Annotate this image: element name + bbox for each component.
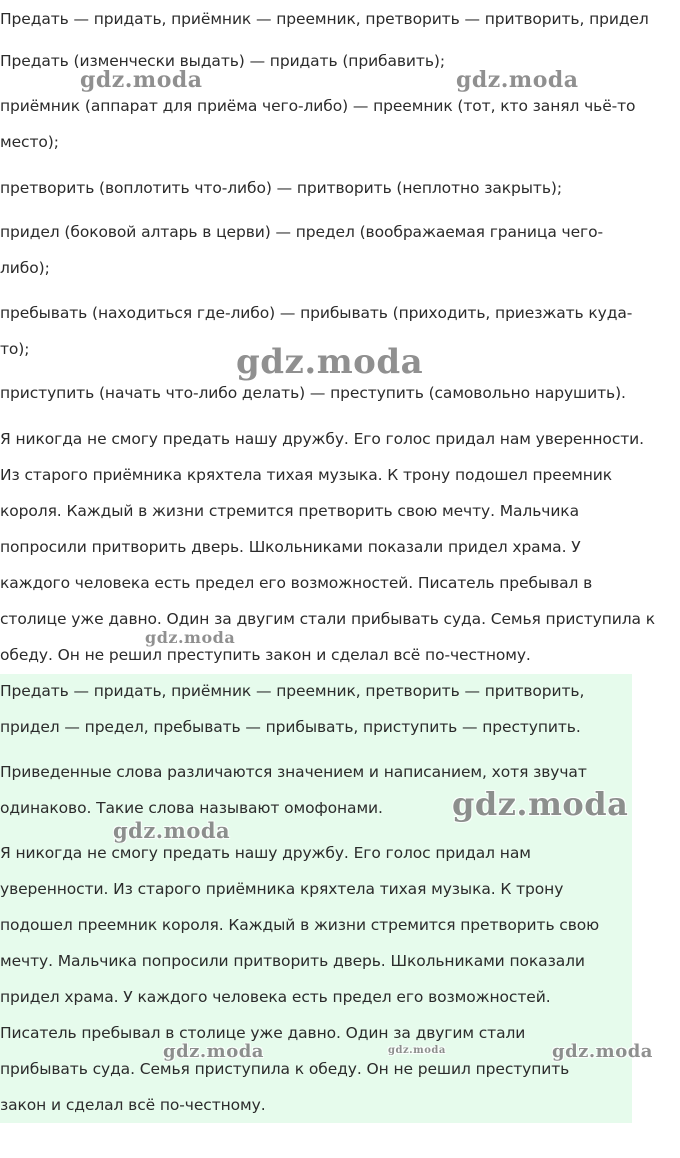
watermark: gdz.moda (452, 785, 629, 823)
text-line: каждого человека есть предел его возможностей. Писатель пребывал в (0, 574, 593, 592)
text-line: придел — предел, пребывать — прибывать, приступить — преступить. (0, 718, 581, 736)
text-line: Из старого приёмника кряхтела тихая музыка. К трону подошел преемник (0, 466, 613, 484)
text-line: мечту. Мальчика попросили притворить дверь. Школьниками показали (0, 952, 585, 970)
text-line: пребывать (находиться где-либо) — прибывать (приходить, приезжать куда- (0, 304, 633, 322)
text-line: либо); (0, 259, 50, 277)
text-line: одинаково. Такие слова называют омофонами. (0, 799, 383, 817)
text-line: Предать — придать, приёмник — преемник, претворить — притворить, (0, 682, 585, 700)
watermark: gdz.moda (236, 342, 424, 382)
text-line: место); (0, 133, 59, 151)
watermark: gdz.moda (388, 1045, 446, 1056)
text-line: попросили притворить дверь. Школьниками показали придел храма. У (0, 538, 581, 556)
text-line: приёмник (аппарат для приёма чего-либо) — преемник (тот, кто занял чьё-то (0, 97, 636, 115)
text-line: придел храма. У каждого человека есть предел его возможностей. (0, 988, 551, 1006)
text-line: приступить (начать что-либо делать) — преступить (самовольно нарушить). (0, 384, 626, 402)
text-line: короля. Каждый в жизни стремится претворить свою мечту. Мальчика (0, 502, 579, 520)
watermark: gdz.moda (80, 67, 203, 93)
text-line: придел (боковой алтарь в церви) — предел (воображаемая граница чего- (0, 223, 603, 241)
text-line: уверенности. Из старого приёмника кряхтела тихая музыка. К трону (0, 880, 564, 898)
text-line: закон и сделал всё по-честному. (0, 1096, 266, 1114)
text-line: обеду. Он не решил преступить закон и сделал всё по-честному. (0, 646, 531, 664)
text-line: Писатель пребывал в столице уже давно. Один за двугим стали (0, 1024, 526, 1042)
text-line: Я никогда не смогу предать нашу дружбу. Его голос придал нам (0, 844, 531, 862)
text-line: подошел преемник короля. Каждый в жизни стремится претворить свою (0, 916, 600, 934)
watermark: gdz.moda (456, 67, 579, 93)
text-line: прибывать суда. Семья приступила к обеду. Он не решил преступить (0, 1060, 570, 1078)
watermark: gdz.moda (552, 1041, 653, 1062)
watermark: gdz.moda (145, 628, 236, 647)
text-line: Предать (изменчески выдать) — придать (прибавить); (0, 52, 445, 70)
text-line: то); (0, 340, 30, 358)
text-line: столице уже давно. Один за двугим стали прибывать суда. Семья приступила к (0, 610, 656, 628)
text-line: Я никогда не смогу предать нашу дружбу. Его голос придал нам уверенности. (0, 430, 644, 448)
watermark: gdz.moda (113, 818, 231, 843)
text-line: претворить (воплотить что-либо) — притворить (неплотно закрыть); (0, 179, 562, 197)
text-line: Приведенные слова различаются значением и написанием, хотя звучат (0, 763, 587, 781)
text-line: Предать — придать, приёмник — преемник, претворить — притворить, придел (0, 10, 649, 28)
watermark: gdz.moda (163, 1041, 264, 1062)
